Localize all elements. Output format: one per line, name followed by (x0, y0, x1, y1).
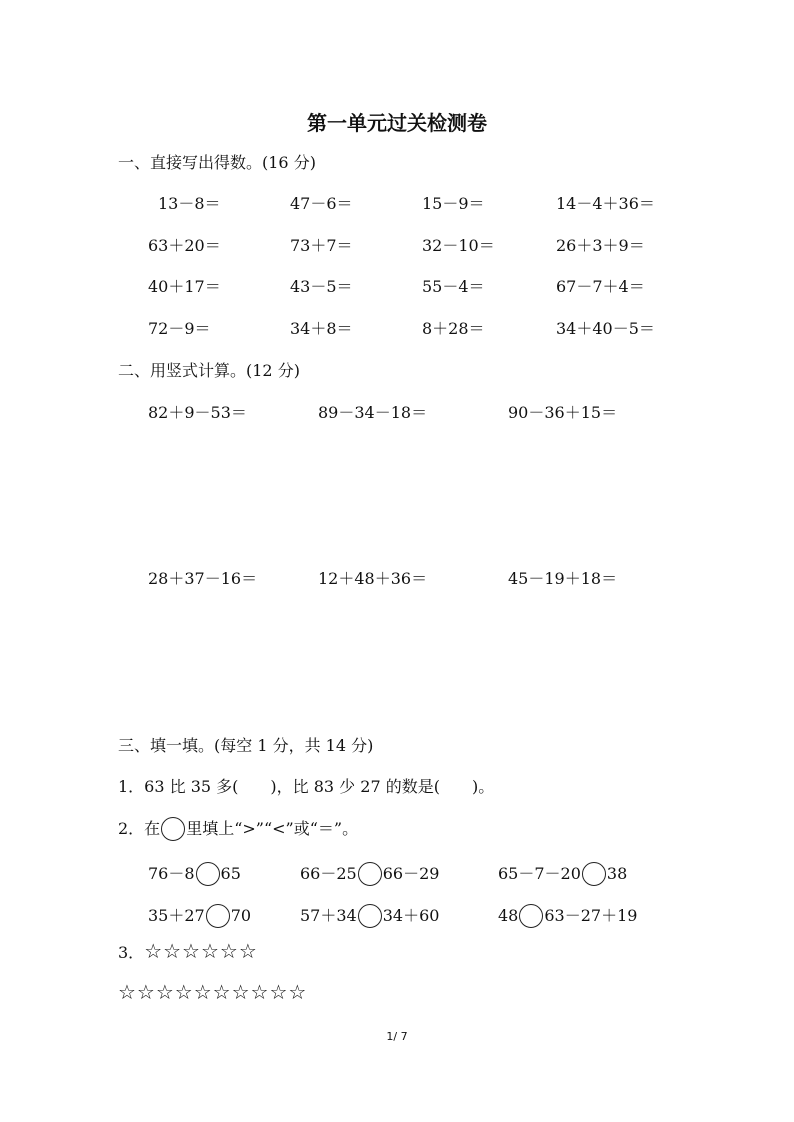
question-3-label: 3． (118, 943, 145, 962)
oral-calc-item: 15－9＝ (422, 194, 485, 213)
compare-item: 65－7－20 38 (498, 861, 627, 886)
compare-circle[interactable] (519, 904, 543, 928)
section-3-heading: 三、填一填。(每空 1 分，共 14 分) (118, 736, 374, 755)
star-row-2: ☆☆☆☆☆☆☆☆☆☆ (118, 980, 308, 1004)
compare-circle[interactable] (358, 862, 382, 886)
page-title: 第一单元过关检测卷 (307, 111, 487, 135)
question-2-suffix: 里填上“>”“<”或“＝”。 (186, 819, 359, 838)
vertical-calc-item: 90－36＋15＝ (508, 403, 618, 422)
oral-calc-item: 55－4＝ (422, 277, 485, 296)
question-3 (118, 939, 258, 963)
question-2-prefix: 2．在 (118, 819, 161, 838)
compare-item: 66－25 66－29 (300, 861, 439, 886)
oral-calc-item: 47－6＝ (290, 194, 353, 213)
oral-calc-item: 14－4＋36＝ (556, 194, 655, 213)
oral-calc-item: 72－9＝ (148, 319, 211, 338)
vertical-calc-item: 89－34－18＝ (318, 403, 428, 422)
oral-calc-item: 32－10＝ (422, 236, 495, 255)
vertical-calc-item: 82＋9－53＝ (148, 403, 247, 422)
page-number: 1/ 7 (386, 1030, 408, 1043)
oral-calc-item: 73＋7＝ (290, 236, 353, 255)
compare-item: 76－8 65 (148, 861, 241, 886)
compare-circle-icon (161, 817, 185, 841)
oral-calc-item: 34＋40－5＝ (556, 319, 655, 338)
vertical-calc-item: 28＋37－16＝ (148, 569, 258, 588)
compare-item: 35＋27 70 (148, 903, 251, 928)
star-row-1: ☆☆☆☆☆☆ (144, 939, 258, 963)
compare-circle[interactable] (582, 862, 606, 886)
oral-calc-item: 43－5＝ (290, 277, 353, 296)
oral-calc-item: 8＋28＝ (422, 319, 485, 338)
compare-item: 48 63－27＋19 (498, 903, 637, 928)
compare-circle[interactable] (358, 904, 382, 928)
vertical-calc-item: 45－19＋18＝ (508, 569, 618, 588)
question-1: 1．63 比 35 多( )，比 83 少 27 的数是( )。 (118, 777, 495, 796)
oral-calc-item: 40＋17＝ (148, 277, 221, 296)
section-2-heading: 二、用竖式计算。(12 分) (118, 361, 300, 380)
compare-item: 57＋34 34＋60 (300, 903, 439, 928)
compare-circle[interactable] (196, 862, 220, 886)
oral-calc-item: 13－8＝ (158, 194, 221, 213)
vertical-calc-item: 12＋48＋36＝ (318, 569, 428, 588)
section-1-heading: 一、直接写出得数。(16 分) (118, 153, 316, 172)
oral-calc-item: 34＋8＝ (290, 319, 353, 338)
oral-calc-item: 67－7＋4＝ (556, 277, 645, 296)
oral-calc-item: 63＋20＝ (148, 236, 221, 255)
oral-calc-item: 26＋3＋9＝ (556, 236, 645, 255)
question-2 (118, 816, 358, 841)
compare-circle[interactable] (206, 904, 230, 928)
